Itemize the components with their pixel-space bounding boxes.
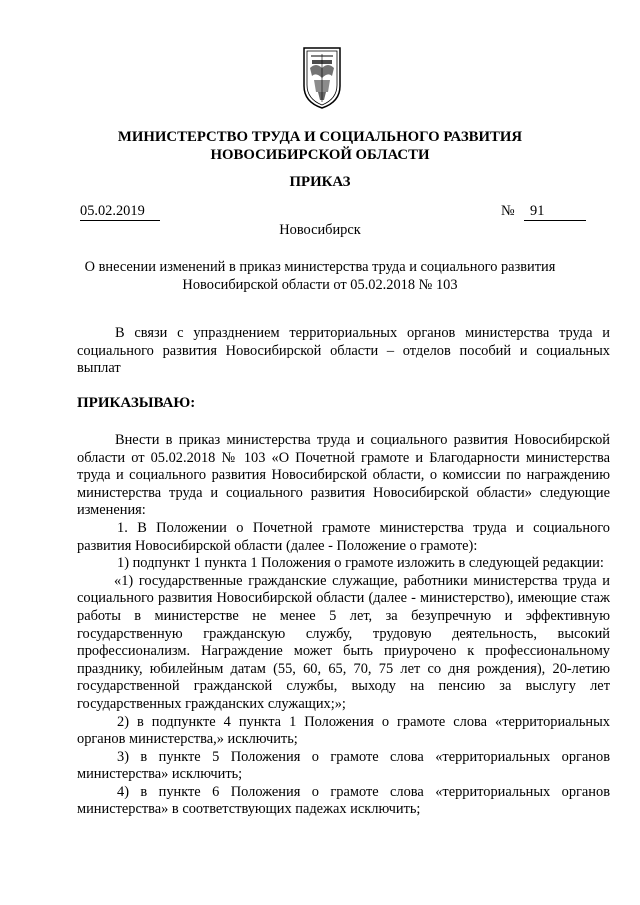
item-1-paragraph: 1. В Положении о Почетной грамоте министерства труда и социального развития Новосибирской области (далее - Положение о грамоте): <box>77 519 610 554</box>
order-body <box>77 432 610 819</box>
subject-line-2: Новосибирской области от 05.02.2018 № 103 <box>182 276 458 293</box>
document-type: ПРИКАЗ <box>289 174 351 190</box>
city: Новосибирск <box>279 222 361 238</box>
subject-line-1: О внесении изменений в приказ министерства труда и социального развития <box>84 259 556 275</box>
subitem-2-paragraph: 2) в подпункте 4 пункта 1 Положения о грамоте слова «территориальных органов министерства,» исключить; <box>77 713 610 748</box>
number-sign: № <box>501 203 515 219</box>
order-number: 91 <box>524 203 586 221</box>
subitem-4-paragraph: 4) в пункте 6 Положения о грамоте слова «территориальных органов министерства» в соответствующих падежах исключить; <box>77 783 610 818</box>
intro-paragraph: Внести в приказ министерства труда и социального развития Новосибирской области от 05.02.2018 № 103 «О Почетной грамоте и Благодарности министерства труда и социального развития Новосибирской области, о комиссии по награждению министерства труда и социального развития Новосибирской области» следующие изменения: <box>77 432 610 519</box>
ministry-line-1: МИНИСТЕРСТВО ТРУДА И СОЦИАЛЬНОГО РАЗВИТИЯ <box>117 129 523 145</box>
ministry-line-2: НОВОСИБИРСКОЙ ОБЛАСТИ <box>210 147 430 163</box>
preamble-paragraph: В связи с упразднением территориальных органов министерства труда и социального развития Новосибирской области – отделов пособий и социальных выплат <box>77 325 610 377</box>
order-subject <box>40 259 600 294</box>
coat-of-arms-icon <box>298 46 346 110</box>
quoted-text-paragraph: «1) государственные гражданские служащие, работники министерства труда и социального развития Новосибирской области (далее - министерство), имеющие стаж работы в министерстве не менее 5 лет, за безупречную и эффективную государственную гражданскую службу, трудовую деятельность, высокий профессионализм. Награждение может быть приурочено к профессиональному празднику, юбилейным датам (55, 60, 65, 70, 75 лет со дня рождения), 20-летию государственной гражданской службы, выходу на пенсию за выслугу лет государственных гражданских служащих;»; <box>77 572 610 712</box>
subitem-3-paragraph: 3) в пункте 5 Положения о грамоте слова «территориальных органов министерства» исключить; <box>77 748 610 783</box>
ministry-name <box>40 128 600 164</box>
orders-heading: ПРИКАЗЫВАЮ: <box>77 395 196 411</box>
order-date: 05.02.2019 <box>80 203 160 221</box>
subitem-1-paragraph: 1) подпункт 1 пункта 1 Положения о грамоте изложить в следующей редакции: <box>117 555 604 572</box>
